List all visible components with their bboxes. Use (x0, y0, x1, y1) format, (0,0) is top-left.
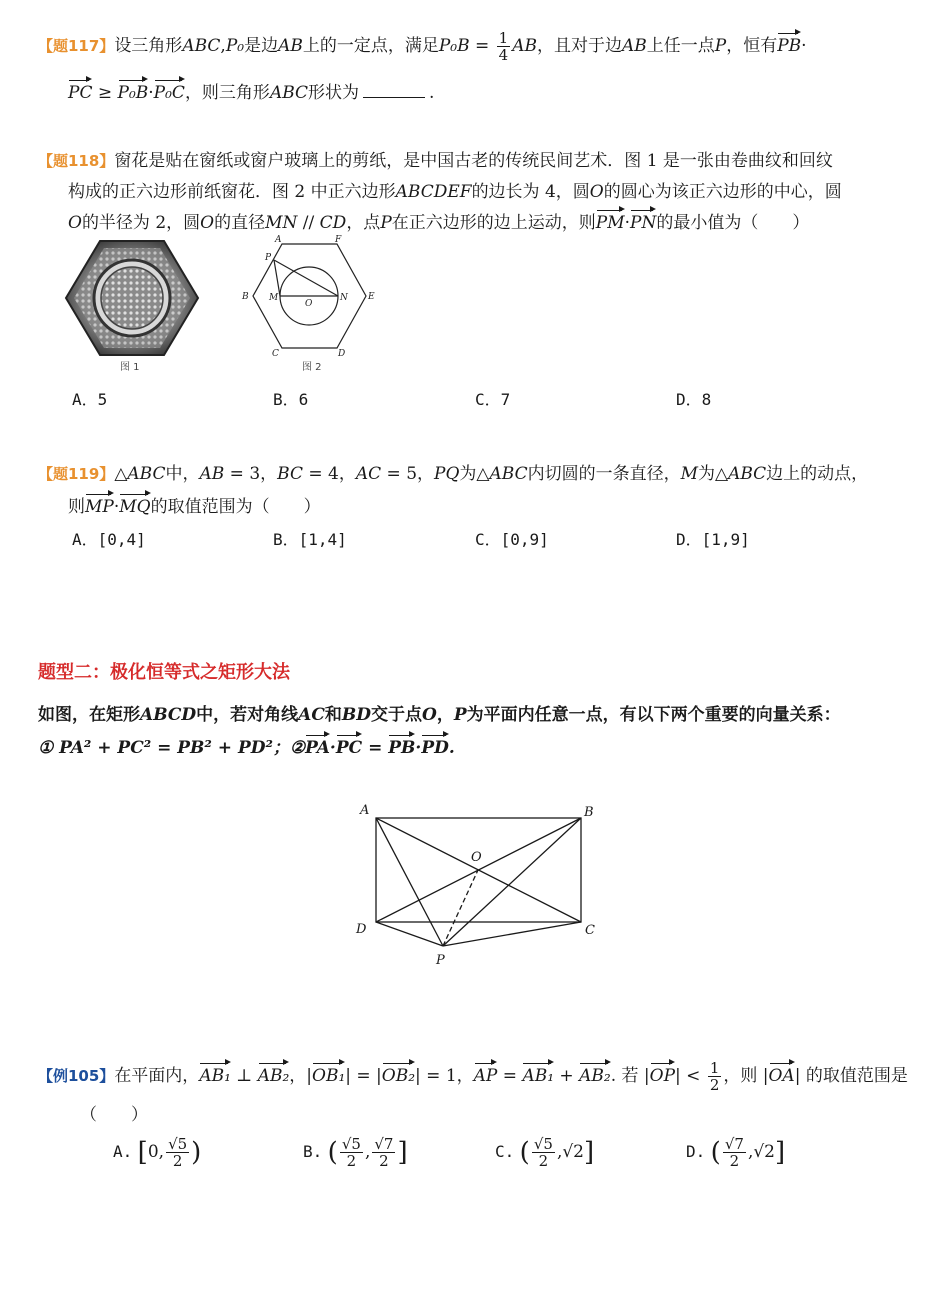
text: 上任一点 (646, 36, 715, 56)
option-b[interactable]: B．[1,4] (273, 530, 347, 549)
vector: PN (630, 213, 657, 233)
option-c[interactable]: C．7 (475, 390, 511, 409)
text: 的最小值为（ ） (656, 213, 810, 233)
math: ABC (728, 464, 767, 484)
problem-119-line-2 (68, 492, 321, 517)
label-a: A (360, 803, 370, 818)
text: 为△ (459, 464, 490, 484)
math: BC (277, 464, 303, 484)
problem-tag: 【题117】 (38, 37, 115, 55)
math: PQ (434, 464, 460, 484)
text: . 若 | (610, 1066, 650, 1086)
math: O (200, 213, 215, 233)
vector: AB₂ (579, 1066, 611, 1086)
text: 如图，在矩形 (38, 705, 140, 725)
text: 上的一定点，满足 (302, 36, 439, 56)
text: 交于点 (371, 705, 423, 725)
vector: MQ (119, 497, 151, 517)
text: 为平面内任意一点，有以下两个重要的向量关系： (466, 705, 841, 725)
option-b[interactable]: B．6 (273, 390, 309, 409)
fraction (340, 1136, 363, 1169)
problem-119-line-1 (38, 459, 868, 484)
label-d: D (356, 922, 367, 937)
vector: AB₁ (522, 1066, 555, 1086)
bracket: ( (710, 1137, 721, 1168)
math: ABC (182, 36, 221, 56)
vector: AP (473, 1066, 498, 1086)
numerator: √5 (168, 1135, 188, 1153)
label-e: E (368, 292, 375, 302)
math: O (589, 182, 604, 202)
figure-2-caption: 图 2 (302, 362, 322, 373)
bracket: ( (519, 1137, 530, 1168)
bracket: ] (775, 1137, 786, 1168)
math: O (68, 213, 82, 233)
text: 的圆心为该正六边形的中心，圆 (603, 182, 842, 202)
option-b[interactable] (303, 1136, 408, 1169)
problem-tag: 【题119】 (38, 465, 115, 483)
option-c[interactable]: C．[0,9] (475, 530, 549, 549)
segment-pm (274, 260, 280, 296)
math: P (453, 705, 467, 725)
label-a: A (275, 235, 282, 245)
text: ， (436, 705, 454, 725)
text: = (362, 738, 389, 758)
text: 则 (68, 497, 85, 517)
label-p: P (436, 953, 445, 968)
text: ，则三角形 (184, 83, 270, 103)
math: AC (355, 464, 382, 484)
vector: PC (68, 83, 93, 103)
fraction (532, 1136, 555, 1169)
label-b: B (242, 292, 249, 302)
fraction (708, 1060, 722, 1093)
label-o: O (305, 299, 313, 309)
fraction (723, 1136, 746, 1169)
vector: PD (421, 738, 449, 758)
math: AB (199, 464, 225, 484)
label-o: O (471, 850, 482, 865)
text: ，则 | (723, 1066, 769, 1086)
numerator: 1 (709, 1059, 720, 1077)
vector: OA (768, 1066, 795, 1086)
text: | = | (345, 1066, 382, 1086)
problem-118-line-2 (68, 177, 842, 202)
text: 中， (165, 464, 200, 484)
math: AB (622, 36, 647, 56)
vector: MP (85, 497, 114, 517)
vector: OB₂ (381, 1066, 416, 1086)
text: 是边 (244, 36, 279, 56)
problem-118-line-1 (38, 146, 833, 171)
segment-pb (443, 818, 581, 946)
text: 构成的正六边形前纸窗花．图 2 中正六边形 (68, 182, 396, 202)
label-f: F (335, 235, 342, 245)
denominator: 2 (346, 1152, 357, 1170)
vector: PC (335, 738, 363, 758)
vector: OP (649, 1066, 676, 1086)
math: ABCD (140, 705, 197, 725)
text: 边上的动点， (766, 464, 869, 484)
text: = 5， (381, 464, 435, 484)
text: 的半径为 2，圆 (81, 213, 201, 233)
text: · (113, 497, 120, 517)
bracket: ) (191, 1137, 202, 1168)
segment-pa (376, 818, 443, 946)
figure-1-papercut (62, 238, 202, 358)
problem-118-line-3 (68, 208, 809, 233)
vector: P₀B (117, 83, 149, 103)
math: ABC (269, 83, 309, 103)
option-d[interactable]: D．[1,9] (676, 530, 750, 549)
figure-1-caption: 图 1 (120, 362, 140, 373)
bracket: [ (137, 1137, 148, 1168)
text: ，且对于边 (537, 36, 622, 56)
text: ,√2 (556, 1142, 584, 1162)
numerator: √7 (374, 1135, 394, 1153)
denominator: 2 (729, 1152, 740, 1170)
problem-117-line-1 (38, 30, 807, 63)
denominator: 2 (538, 1152, 549, 1170)
text: + (554, 1066, 580, 1086)
text: ，恒有 (726, 36, 778, 56)
text: 为△ (698, 464, 729, 484)
text: | 的取值范围是 (794, 1066, 908, 1086)
problem-117-line-2 (68, 78, 434, 103)
text: 设三角形 (114, 36, 183, 56)
text: . (448, 738, 455, 758)
text: = 3， (224, 464, 278, 484)
text: = (497, 1066, 523, 1086)
numerator: √5 (341, 1135, 361, 1153)
fraction (497, 30, 511, 63)
numerator: 1 (498, 29, 509, 47)
section-intro-line-2 (38, 733, 455, 758)
vector: PB (388, 738, 416, 758)
label-p: P (265, 253, 272, 263)
option-c[interactable] (495, 1136, 594, 1169)
vector: PA (305, 738, 330, 758)
label-m: M (269, 293, 279, 303)
bracket: ] (584, 1137, 595, 1168)
vector: P₀C (153, 83, 185, 103)
bracket: ] (397, 1137, 408, 1168)
math: BD (341, 705, 372, 725)
fraction (166, 1136, 189, 1169)
example-105-line-1 (38, 1060, 908, 1093)
text: 在正六边形的边上运动，则 (391, 213, 596, 233)
comma: , (364, 1142, 371, 1162)
vector: OB₁ (312, 1066, 346, 1086)
text: 0, (147, 1142, 165, 1162)
text: 中，若对角线 (196, 705, 299, 725)
segment-pc (443, 922, 581, 946)
text: 的边长为 4，圆 (471, 182, 590, 202)
option-label: C. (495, 1142, 515, 1161)
math: M (680, 464, 698, 484)
math: AB (278, 36, 303, 56)
section-intro-line-1 (38, 700, 841, 725)
fraction (372, 1136, 395, 1169)
label-n: N (340, 293, 348, 303)
text: 在平面内， (114, 1066, 200, 1086)
denominator: 2 (172, 1152, 183, 1170)
math: ABC (127, 464, 166, 484)
math: O (422, 705, 437, 725)
segment-po (443, 870, 478, 946)
option-a[interactable] (113, 1136, 201, 1169)
vector: PB (777, 36, 802, 56)
vector: PM (595, 213, 625, 233)
text: // (297, 213, 320, 233)
denominator: 4 (498, 46, 509, 64)
text: · (801, 36, 807, 56)
option-label: D. (686, 1142, 706, 1161)
text: ⊥ (230, 1066, 258, 1086)
text: 窗花是贴在窗纸或窗户玻璃上的剪纸，是中国古老的传统民间艺术．图 1 是一张由卷曲纹和回纹 (114, 151, 833, 171)
label-c: C (272, 349, 279, 359)
option-label: B. (303, 1142, 323, 1161)
example-105-line-2: （ ） (80, 1105, 148, 1125)
vector: AB₂ (257, 1066, 290, 1086)
math: ABCDEF (395, 182, 472, 202)
problem-tag: 【题118】 (38, 152, 115, 170)
option-d[interactable] (686, 1136, 785, 1169)
section-title: 题型二：极化恒等式之矩形大法 (38, 662, 290, 683)
text: 的直径 (214, 213, 266, 233)
text: △ (114, 464, 128, 484)
math: ABC (489, 464, 528, 484)
option-a[interactable]: A．5 (72, 390, 108, 409)
figure-2-hexagon (232, 232, 382, 360)
label-c: C (585, 923, 595, 938)
math: AB (512, 36, 537, 56)
label-b: B (584, 805, 594, 820)
text: = (469, 36, 495, 56)
denominator: 2 (379, 1152, 389, 1170)
answer-blank[interactable] (363, 83, 425, 98)
text: ≥ (92, 83, 118, 103)
label-d: D (338, 349, 346, 359)
option-label: A. (113, 1142, 133, 1161)
text: 的取值范围为（ ） (150, 497, 321, 517)
example-tag: 【例105】 (38, 1067, 115, 1085)
text: | < (675, 1066, 706, 1086)
math: MN (265, 213, 298, 233)
text: = 4， (302, 464, 356, 484)
text: . (429, 83, 435, 103)
text: · (624, 213, 631, 233)
text: ,√2 (747, 1142, 775, 1162)
rectangle-figure (348, 796, 608, 974)
math: P (380, 213, 392, 233)
numerator: √7 (724, 1135, 744, 1153)
math: CD (319, 213, 347, 233)
math: AC (298, 705, 325, 725)
option-a[interactable]: A．[0,4] (72, 530, 146, 549)
text: 和 (324, 705, 342, 725)
denominator: 2 (709, 1076, 720, 1094)
text: ① PA² + PC² = PB² + PD²；② (38, 738, 306, 758)
text: ，点 (346, 213, 381, 233)
bracket: ( (327, 1137, 338, 1168)
segment-pn (274, 260, 338, 296)
option-d[interactable]: D．8 (676, 390, 712, 409)
text: 内切圆的一条直径， (527, 464, 681, 484)
math: P₀B (438, 36, 470, 56)
text: , (220, 36, 226, 56)
text: · (148, 83, 154, 103)
text: · (415, 738, 422, 758)
text: ，| (289, 1066, 313, 1086)
text: | = 1， (415, 1066, 474, 1086)
vector: AB₁ (199, 1066, 231, 1086)
math: P (714, 36, 727, 56)
text: 形状为 (308, 83, 360, 103)
text: · (329, 738, 336, 758)
math: P₀ (225, 36, 245, 56)
numerator: √5 (533, 1135, 553, 1153)
